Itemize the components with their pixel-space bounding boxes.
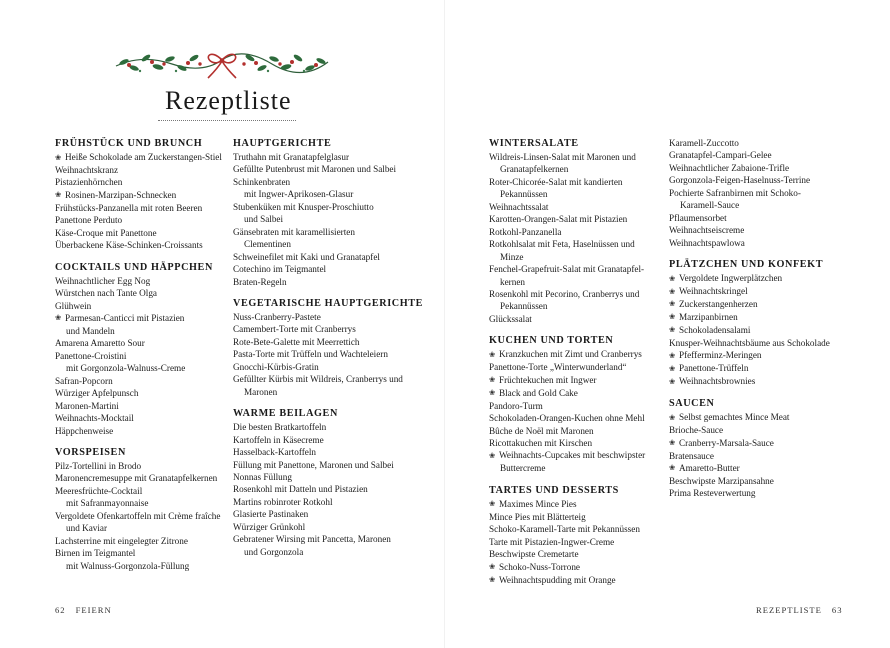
- recipe-item: [55, 287, 230, 299]
- recipe-name: Tarte mit Pistazien-Ingwer-Creme: [489, 536, 615, 547]
- recipe-name: Granatapfel-Campari-Gelee: [669, 150, 772, 161]
- recipe-name: Heiße Schokolade am Zuckerstangen-Stiel: [65, 152, 222, 162]
- recipe-section: [669, 137, 849, 249]
- recipe-name: Fenchel-Grapefruit-Salat mit Granatapfel-: [489, 264, 645, 275]
- recipe-list: [489, 498, 667, 587]
- recipe-item: [489, 201, 667, 213]
- recipe-item: [669, 162, 849, 174]
- recipe-section: [489, 137, 667, 325]
- recipe-item: [55, 350, 230, 375]
- recipe-name: Maronen-Martini: [55, 400, 119, 411]
- footer-right: [756, 605, 843, 615]
- recipe-name: Vergoldete Ofenkartoffeln mit Crème fraîche: [55, 510, 221, 521]
- recipe-item: [669, 450, 849, 462]
- recipe-name: Amaretto-Butter: [679, 462, 740, 473]
- footer-section-label: FEIERN: [75, 605, 112, 615]
- recipe-name: Beschwipste Marzipansahne: [669, 475, 774, 486]
- recipe-list: [669, 272, 849, 388]
- recipe-item: [669, 411, 849, 424]
- page-number: 62: [55, 605, 66, 615]
- recipe-item: [669, 187, 849, 212]
- recipe-item: [55, 312, 230, 337]
- recipe-name: Bratensauce: [669, 450, 714, 461]
- recipe-name: Weihnachtskringel: [679, 286, 748, 297]
- recipe-item: [55, 485, 230, 510]
- section-heading: TARTES UND DESSERTS: [489, 484, 619, 496]
- right-page: [445, 0, 890, 648]
- bow-icon: ❀: [55, 152, 62, 162]
- recipe-name: Rotkohlsalat mit Feta, Haselnüssen und: [489, 239, 635, 250]
- recipe-item: [489, 536, 667, 548]
- recipe-name: Maronencremesuppe mit Granatapfelkernen: [55, 473, 218, 484]
- recipe-name: Nuss-Cranberry-Pastete: [233, 311, 321, 322]
- recipe-name: Wildreis-Linsen-Salat mit Maronen und: [489, 152, 636, 162]
- recipe-item: [55, 214, 230, 226]
- recipe-item: [55, 300, 230, 312]
- recipe-item: [55, 425, 230, 437]
- recipe-name: Kartoffeln in Käsecreme: [233, 434, 324, 445]
- recipe-item: [233, 483, 433, 495]
- section-heading: KUCHEN UND TORTEN: [489, 335, 614, 347]
- recipe-name-continued: Minze: [500, 251, 524, 262]
- section-heading: SAUCEN: [669, 398, 715, 410]
- holly-garland-illustration: [112, 40, 332, 82]
- recipe-name-continued: und Salbei: [244, 214, 284, 225]
- recipe-name: Mince Pies mit Blätterteig: [489, 511, 586, 522]
- recipe-item: [55, 176, 230, 188]
- bow-icon: ❀: [669, 299, 676, 309]
- recipe-item: [669, 149, 849, 161]
- recipe-name: Roter-Chicorée-Salat mit kandierten: [489, 176, 623, 187]
- recipe-name: Panettone Perduto: [55, 215, 123, 226]
- recipe-item: [669, 272, 849, 285]
- recipe-column-3: [489, 137, 667, 596]
- recipe-name-continued: Buttercreme: [500, 463, 546, 474]
- recipe-name: Rote-Bete-Galette mit Meerrettich: [233, 336, 360, 347]
- recipe-item: [55, 239, 230, 251]
- recipe-item: [233, 508, 433, 520]
- section-heading: PLÄTZCHEN UND KONFEKT: [669, 259, 824, 271]
- recipe-item: [489, 151, 667, 176]
- recipe-name: Marzipanbirnen: [679, 311, 738, 322]
- recipe-section: [489, 484, 667, 587]
- recipe-section: [669, 397, 849, 500]
- recipe-name: Braten-Regeln: [233, 276, 287, 287]
- recipe-item: [489, 361, 667, 373]
- recipe-name: Cranberry-Marsala-Sauce: [679, 437, 774, 448]
- recipe-list: [489, 151, 667, 325]
- recipe-item: [489, 374, 667, 387]
- bow-icon: ❀: [489, 450, 496, 460]
- recipe-name: Gnocchi-Kürbis-Gratin: [233, 361, 319, 372]
- recipe-name: Vergoldete Ingwerplätzchen: [679, 273, 783, 284]
- recipe-name-continued: mit Walnuss-Gorgonzola-Füllung: [66, 560, 190, 571]
- recipe-item: [489, 425, 667, 437]
- recipe-item: [669, 475, 849, 487]
- recipe-section: [233, 137, 433, 288]
- recipe-item: [489, 226, 667, 238]
- recipe-list: [233, 151, 433, 288]
- recipe-item: [233, 336, 433, 348]
- recipe-item: [489, 437, 667, 449]
- recipe-name-continued: Maronen: [244, 386, 278, 397]
- recipe-name: Weihnachts-Cupcakes mit beschwipster: [499, 450, 646, 461]
- recipe-name: Birnen im Teigmantel: [55, 548, 136, 559]
- recipe-section: [55, 261, 230, 437]
- recipe-column-2: [233, 137, 433, 567]
- recipe-item: [233, 459, 433, 471]
- recipe-name: Schinkenbraten: [233, 176, 291, 187]
- recipe-name: Käse-Croque mit Panettone: [55, 227, 157, 238]
- recipe-item: [489, 238, 667, 263]
- recipe-item: [489, 213, 667, 225]
- recipe-list: [489, 348, 667, 475]
- recipe-name: Pandoro-Turm: [489, 400, 543, 411]
- recipe-item: [233, 311, 433, 323]
- recipe-item: [489, 498, 667, 511]
- section-heading: WARME BEILAGEN: [233, 408, 338, 420]
- recipe-item: [489, 523, 667, 535]
- recipe-item: [55, 202, 230, 214]
- section-heading: WINTERSALATE: [489, 138, 579, 149]
- recipe-item: [55, 337, 230, 349]
- recipe-name: Panettone-Torte „Winterwunderland“: [489, 362, 627, 373]
- recipe-item: [669, 487, 849, 499]
- recipe-item: [669, 137, 849, 149]
- bow-icon: ❀: [669, 463, 676, 473]
- recipe-name: Würziger Grünkohl: [233, 521, 306, 532]
- recipe-name: Würziger Apfelpunsch: [55, 388, 139, 399]
- recipe-section: [55, 446, 230, 572]
- recipe-name: Pistazienhörnchen: [55, 177, 123, 188]
- recipe-name-continued: kernen: [500, 276, 525, 287]
- recipe-item: [669, 337, 849, 349]
- recipe-list: [55, 151, 230, 252]
- recipe-item: [55, 387, 230, 399]
- recipe-name: Rotkohl-Panzanella: [489, 226, 562, 237]
- recipe-name: Gebratener Wirsing mit Pancetta, Maronen: [233, 534, 391, 545]
- section-heading: HAUPTGERICHTE: [233, 138, 332, 149]
- section-heading: VEGETARISCHE HAUPTGERICHTE: [233, 297, 424, 309]
- recipe-name: Meeresfrüchte-Cocktail: [55, 485, 143, 496]
- recipe-item: [669, 174, 849, 186]
- recipe-name: Häppchenweise: [55, 425, 114, 436]
- footer-left: [55, 605, 112, 615]
- recipe-name: Brioche-Sauce: [669, 425, 724, 436]
- recipe-name: Prima Resteverwertung: [669, 488, 756, 499]
- recipe-item: [233, 446, 433, 458]
- bow-icon: ❀: [669, 350, 676, 360]
- recipe-list: [669, 411, 849, 500]
- recipe-item: [55, 375, 230, 387]
- recipe-list: [55, 460, 230, 572]
- recipe-name: Bûche de Noël mit Maronen: [489, 425, 594, 436]
- recipe-item: [489, 348, 667, 361]
- recipe-name: Frühstücks-Panzanella mit roten Beeren: [55, 202, 203, 213]
- recipe-column-4: [669, 137, 849, 509]
- recipe-name: Maximes Mince Pies: [499, 498, 577, 509]
- recipe-item: [55, 412, 230, 424]
- recipe-item: [233, 471, 433, 483]
- recipe-name: Die besten Bratkartoffeln: [233, 422, 327, 433]
- recipe-item: [233, 323, 433, 335]
- recipe-item: [55, 227, 230, 239]
- recipe-name: Schokoladensalami: [679, 324, 751, 335]
- recipe-item: [233, 176, 433, 201]
- recipe-item: [233, 533, 433, 558]
- recipe-item: [489, 511, 667, 523]
- recipe-name: Gorgonzola-Feigen-Haselnuss-Terrine: [669, 175, 811, 186]
- recipe-item: [489, 176, 667, 201]
- recipe-item: [669, 212, 849, 224]
- recipe-item: [55, 275, 230, 287]
- recipe-name: Weihnachtssalat: [489, 201, 549, 212]
- recipe-list: [55, 275, 230, 437]
- recipe-name: Glasierte Pastinaken: [233, 509, 309, 520]
- recipe-name: Weihnachtskranz: [55, 164, 119, 175]
- recipe-name: Gefüllter Kürbis mit Wildreis, Cranberrys und: [233, 374, 403, 385]
- recipe-item: [669, 237, 849, 249]
- recipe-name: Weihnachts-Mocktail: [55, 413, 134, 424]
- recipe-name-continued: Pekannüssen: [500, 301, 548, 312]
- recipe-item: [55, 460, 230, 472]
- recipe-item: [55, 472, 230, 484]
- recipe-name: Amarena Amaretto Sour: [55, 338, 145, 349]
- recipe-list: [233, 421, 433, 558]
- bow-icon: ❀: [489, 349, 496, 359]
- recipe-name: Weihnachtsbrownies: [679, 376, 756, 387]
- bow-icon: ❀: [489, 375, 496, 385]
- recipe-name: Weihnachtlicher Egg Nog: [55, 275, 151, 286]
- recipe-name: Martins robinroter Rotkohl: [233, 496, 333, 507]
- recipe-name: Würstchen nach Tante Olga: [55, 288, 157, 299]
- recipe-name: Schweinefilet mit Kaki und Granatapfel: [233, 251, 380, 262]
- recipe-item: [233, 421, 433, 433]
- recipe-name-continued: mit Safranmayonnaise: [66, 498, 149, 509]
- recipe-item: [489, 400, 667, 412]
- recipe-name: Karamell-Zuccotto: [669, 138, 739, 148]
- recipe-item: [233, 361, 433, 373]
- recipe-item: [669, 362, 849, 375]
- recipe-name: Pfefferminz-Meringen: [679, 350, 762, 361]
- bow-icon: ❀: [669, 273, 676, 283]
- recipe-item: [55, 547, 230, 572]
- recipe-name: Pflaumensorbet: [669, 212, 727, 223]
- recipe-name: Nonnas Füllung: [233, 471, 292, 482]
- bow-icon: ❀: [55, 190, 62, 200]
- recipe-item: [669, 349, 849, 362]
- recipe-item: [233, 163, 433, 175]
- bow-icon: ❀: [669, 438, 676, 448]
- recipe-item: [669, 375, 849, 388]
- recipe-item: [233, 276, 433, 288]
- bow-icon: ❀: [669, 312, 676, 322]
- recipe-section: [233, 407, 433, 558]
- recipe-item: [489, 387, 667, 400]
- recipe-item: [489, 288, 667, 313]
- bow-icon: ❀: [669, 376, 676, 386]
- recipe-name: Beschwipste Cremetarte: [489, 549, 579, 560]
- recipe-item: [669, 298, 849, 311]
- recipe-name: Überbackene Käse-Schinken-Croissants: [55, 240, 203, 251]
- recipe-item: [669, 324, 849, 337]
- recipe-name: Stubenküken mit Knusper-Proschiutto: [233, 201, 374, 212]
- recipe-name: Glückssalat: [489, 313, 532, 324]
- recipe-name-continued: und Gorgonzola: [244, 546, 304, 557]
- recipe-name-continued: mit Ingwer-Aprikosen-Glasur: [244, 189, 354, 200]
- recipe-name: Cotechino im Teigmantel: [233, 264, 327, 275]
- bow-icon: ❀: [669, 412, 676, 422]
- recipe-section: [489, 334, 667, 475]
- section-heading: FRÜHSTÜCK UND BRUNCH: [55, 138, 203, 149]
- recipe-item: [233, 201, 433, 226]
- recipe-item: [55, 151, 230, 164]
- recipe-list: [233, 311, 433, 398]
- recipe-name: Schoko-Karamell-Tarte mit Pekannüssen: [489, 524, 640, 535]
- bow-icon: ❀: [489, 575, 496, 585]
- recipe-name: Glühwein: [55, 300, 92, 311]
- bow-icon: ❀: [489, 499, 496, 509]
- bow-icon: ❀: [55, 313, 62, 323]
- recipe-name-continued: und Mandeln: [66, 325, 115, 336]
- recipe-item: [55, 164, 230, 176]
- recipe-item: [489, 449, 667, 474]
- recipe-name-continued: Clementinen: [244, 239, 291, 250]
- recipe-name: Selbst gemachtes Mince Meat: [679, 412, 790, 423]
- recipe-name: Schokoladen-Orangen-Kuchen ohne Mehl: [489, 413, 645, 424]
- recipe-name: Pochierte Safranbirnen mit Schoko-: [669, 187, 801, 198]
- recipe-item: [669, 424, 849, 436]
- recipe-name: Pilz-Tortellini in Brodo: [55, 461, 142, 472]
- recipe-item: [233, 496, 433, 508]
- footer-section-label: REZEPTLISTE: [756, 605, 822, 615]
- bow-icon: ❀: [669, 363, 676, 373]
- recipe-list: [669, 137, 849, 249]
- bow-icon: ❀: [669, 325, 676, 335]
- recipe-name: Ricottakuchen mit Kirschen: [489, 438, 593, 449]
- recipe-item: [489, 561, 667, 574]
- recipe-item: [489, 412, 667, 424]
- recipe-name: Hasselback-Kartoffeln: [233, 447, 316, 458]
- recipe-name: Schoko-Nuss-Torrone: [499, 561, 581, 572]
- recipe-name-continued: Granatapfelkernen: [500, 164, 569, 175]
- recipe-section: [55, 137, 230, 252]
- recipe-item: [55, 189, 230, 202]
- recipe-item: [233, 226, 433, 251]
- recipe-item: [669, 224, 849, 236]
- recipe-item: [669, 285, 849, 298]
- recipe-section: [669, 258, 849, 388]
- page-title: Rezeptliste: [165, 86, 292, 115]
- recipe-name: Rosenkohl mit Pecorino, Cranberrys und: [489, 288, 640, 299]
- section-heading: COCKTAILS UND HÄPPCHEN: [55, 261, 213, 273]
- page-number: 63: [831, 605, 843, 615]
- recipe-item: [233, 348, 433, 360]
- recipe-name: Knusper-Weihnachtsbäume aus Schokolade: [669, 337, 830, 348]
- recipe-section: [233, 297, 433, 398]
- recipe-name: Pasta-Torte mit Trüffeln und Wachteleiern: [233, 349, 388, 360]
- recipe-name: Truthahn mit Granatapfelglasur: [233, 152, 350, 162]
- recipe-name: Camembert-Torte mit Cranberrys: [233, 324, 356, 335]
- recipe-name-continued: Pekannüssen: [500, 189, 548, 200]
- recipe-name: Gänsebraten mit karamellisierten: [233, 226, 355, 237]
- recipe-item: [233, 373, 433, 398]
- recipe-name: Lachsterrine mit eingelegter Zitrone: [55, 535, 188, 546]
- recipe-name: Füllung mit Panettone, Maronen und Salbei: [233, 459, 394, 470]
- recipe-column-1: [55, 137, 230, 581]
- bow-icon: ❀: [489, 562, 496, 572]
- bow-icon: ❀: [669, 286, 676, 296]
- recipe-name-continued: Karamell-Sauce: [680, 200, 740, 211]
- recipe-name: Safran-Popcorn: [55, 375, 113, 386]
- section-heading: VORSPEISEN: [55, 447, 126, 459]
- recipe-item: [55, 400, 230, 412]
- recipe-item: [489, 313, 667, 325]
- recipe-item: [669, 437, 849, 450]
- recipe-name: Parmesan-Canticci mit Pistazien: [65, 312, 185, 323]
- recipe-name: Rosinen-Marzipan-Schnecken: [65, 189, 177, 200]
- title-divider: [158, 120, 296, 121]
- recipe-name: Weihnachtlicher Zabaione-Trifle: [669, 162, 790, 173]
- recipe-name: Weihnachtseiscreme: [669, 225, 745, 236]
- recipe-name: Karotten-Orangen-Salat mit Pistazien: [489, 214, 628, 225]
- recipe-item: [233, 434, 433, 446]
- recipe-name-continued: mit Gorgonzola-Walnuss-Creme: [66, 363, 186, 374]
- recipe-item: [669, 311, 849, 324]
- recipe-item: [489, 574, 667, 587]
- recipe-item: [233, 151, 433, 163]
- recipe-name-continued: und Kaviar: [66, 523, 108, 534]
- recipe-name: Panettone-Trüffeln: [679, 363, 749, 374]
- recipe-name: Weihnachtspudding mit Orange: [499, 574, 616, 585]
- recipe-name: Black and Gold Cake: [499, 387, 578, 398]
- recipe-name: Zuckerstangenherzen: [679, 298, 758, 309]
- recipe-item: [489, 548, 667, 560]
- recipe-name: Kranzkuchen mit Zimt und Cranberrys: [499, 349, 642, 360]
- recipe-name: Panettone-Croistini: [55, 350, 127, 361]
- recipe-name: Rosenkohl mit Datteln und Pistazien: [233, 484, 368, 495]
- recipe-item: [233, 263, 433, 275]
- recipe-item: [669, 462, 849, 475]
- recipe-item: [233, 251, 433, 263]
- recipe-item: [489, 263, 667, 288]
- recipe-item: [55, 535, 230, 547]
- recipe-name: Früchtekuchen mit Ingwer: [499, 374, 597, 385]
- bow-icon: ❀: [489, 388, 496, 398]
- recipe-name: Weihnachtspawlowa: [669, 237, 745, 248]
- recipe-name: Gefüllte Putenbrust mit Maronen und Salbei: [233, 164, 397, 175]
- recipe-item: [233, 521, 433, 533]
- recipe-item: [55, 510, 230, 535]
